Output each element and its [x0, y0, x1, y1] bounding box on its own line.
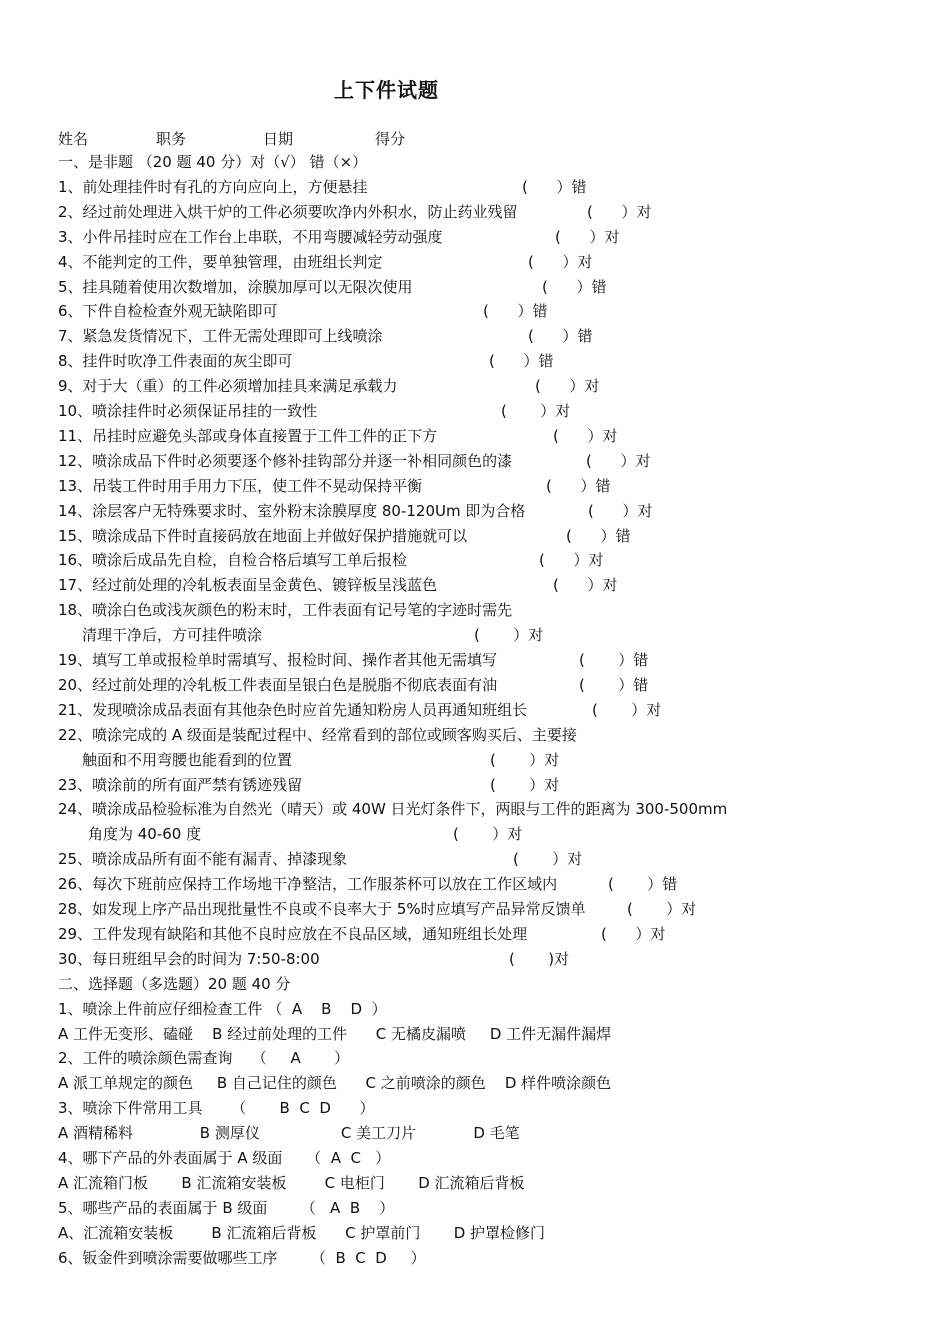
- answer-mark: ( ）对: [490, 750, 560, 769]
- answer-mark: ( ）对: [553, 576, 618, 595]
- question-item: 10、喷涂挂件时必须保证吊挂的一致性: [58, 402, 318, 420]
- answer-mark: ( ）错: [542, 277, 607, 296]
- choice-options: A 工件无变形、磕碰 B 经过前处理的工件 C 无橘皮漏喷 D 工件无漏件漏焊: [58, 1024, 612, 1043]
- answer-mark: ( ）对: [513, 850, 583, 869]
- choice-options: A 派工单规定的颜色 B 自己记住的颜色 C 之前喷涂的颜色 D 样件喷涂颜色: [58, 1074, 612, 1093]
- answer-mark: ( ）错: [579, 651, 649, 669]
- page-title: 上下件试题: [334, 78, 439, 102]
- answer-mark: ( ）错: [579, 675, 649, 694]
- answer-mark: ( )对: [509, 949, 570, 968]
- question-continuation: 触面和不用弯腰也能看到的位置: [82, 750, 293, 769]
- answer-mark: ( ）错: [522, 177, 587, 196]
- question-item: 6、下件自检检查外观无缺陷即可: [58, 302, 278, 321]
- question-item: 3、小件吊挂时应在工作台上串联，不用弯腰减轻劳动强度: [58, 227, 443, 246]
- question-item: 26、每次下班前应保持工作场地干净整洁，工作服茶杯可以放在工作区域内: [58, 875, 558, 894]
- position-label: 职务: [156, 130, 187, 148]
- question-item: 20、经过前处理的冷轧板工件表面呈银白色是脱脂不彻底表面有油: [58, 675, 498, 694]
- question-item: 11、吊挂时应避免头部或身体直接置于工件工件的正下方: [58, 426, 438, 445]
- answer-mark: ( ）错: [608, 875, 678, 894]
- question-item: 30、每日班组早会的时间为 7:50-8:00: [58, 949, 320, 968]
- date-label: 日期: [263, 130, 294, 148]
- answer-mark: ( ）对: [553, 426, 618, 445]
- answer-mark: ( ）错: [546, 476, 611, 495]
- answer-mark: ( ）对: [592, 700, 662, 719]
- question-item: 14、涂层客户无特殊要求时、室外粉末涂膜厚度 80-120Um 即为合格: [58, 501, 526, 520]
- answer-mark: ( ）错: [489, 352, 554, 371]
- answer-mark: ( ）错: [566, 526, 631, 545]
- choice-options: A 汇流箱门板 B 汇流箱安装板 C 电柜门 D 汇流箱后背板: [58, 1173, 525, 1192]
- answer-mark: ( ）对: [587, 202, 652, 221]
- question-item: 22、喷涂完成的 A 级面是装配过程中、经常看到的部位或顾客购买后、主要接: [58, 725, 577, 744]
- question-item: 16、喷涂后成品先自检，自检合格后填写工单后报检: [58, 551, 408, 570]
- answer-mark: ( ）对: [501, 402, 571, 420]
- answer-mark: ( ）对: [627, 900, 697, 918]
- choice-options: A 酒精稀料 B 测厚仪 C 美工刀片 D 毛笔: [58, 1124, 520, 1143]
- answer-mark: ( ）对: [453, 825, 523, 844]
- question-item: 12、喷涂成品下件时必须要逐个修补挂钩部分并逐一补相同颜色的漆: [58, 451, 513, 470]
- question-item: 28、如发现上序产品出现批量性不良或不良率大于 5%时应填写产品异常反馈单: [58, 900, 586, 918]
- question-continuation: 清理干净后，方可挂件喷涂: [82, 626, 263, 645]
- question-item: 23、喷涂前的所有面严禁有锈迹残留: [58, 775, 303, 794]
- answer-mark: ( ）错: [528, 327, 593, 346]
- choice-options: A、汇流箱安装板 B 汇流箱后背板 C 护罩前门 D 护罩检修门: [58, 1223, 546, 1242]
- score-label: 得分: [375, 130, 406, 148]
- question-item: 29、工件发现有缺陷和其他不良时应放在不良品区域，通知班组长处理: [58, 924, 528, 943]
- answer-mark: ( ）对: [535, 377, 600, 396]
- question-item: 4、不能判定的工件，要单独管理，由班组长判定: [58, 252, 383, 271]
- question-item: 19、填写工单或报检单时需填写、报检时间、操作者其他无需填写: [58, 651, 498, 669]
- answer-mark: ( ）对: [586, 451, 651, 470]
- answer-mark: ( ）错: [483, 302, 548, 321]
- question-continuation: 角度为 40-60 度: [88, 825, 202, 844]
- choice-question: 3、喷涂下件常用工具 （ B C D ）: [58, 1099, 375, 1118]
- answer-mark: ( ）对: [490, 775, 560, 794]
- question-item: 25、喷涂成品所有面不能有漏青、掉漆现象: [58, 850, 348, 869]
- question-item: 8、挂件时吹净工件表面的灰尘即可: [58, 352, 293, 371]
- answer-mark: ( ）对: [528, 252, 593, 271]
- question-item: 15、喷涂成品下件时直接码放在地面上并做好保护措施就可以: [58, 526, 468, 545]
- question-item: 5、挂具随着使用次数增加，涂膜加厚可以无限次使用: [58, 277, 413, 296]
- choice-question: 4、哪下产品的外表面属于 A 级面 （ A C ）: [58, 1149, 391, 1167]
- choice-question: 1、喷涂上件前应仔细检查工件 （ A B D ）: [58, 999, 387, 1018]
- section-2-heading: 二、选择题（多选题）20 题 40 分: [58, 974, 291, 993]
- choice-question: 2、工件的喷涂颜色需查询 （ A ）: [58, 1049, 350, 1068]
- answer-mark: ( ）对: [601, 924, 666, 943]
- name-label: 姓名: [58, 130, 89, 148]
- choice-question: 6、钣金件到喷涂需要做哪些工序 （ B C D ）: [58, 1248, 426, 1267]
- answer-mark: ( ）对: [555, 227, 620, 246]
- question-item: 17、经过前处理的冷轧板表面呈金黄色、镀锌板呈浅蓝色: [58, 576, 438, 595]
- question-item: 24、喷涂成品检验标准为自然光（晴天）或 40W 日光灯条件下，两眼与工件的距离为 300-500mm: [58, 800, 728, 819]
- section-1-heading: 一、是非题 （20 题 40 分）对（√） 错（×）: [58, 153, 368, 171]
- answer-mark: ( ）对: [588, 501, 653, 520]
- question-item: 21、发现喷涂成品表面有其他杂色时应首先通知粉房人员再通知班组长: [58, 700, 528, 719]
- question-item: 7、紧急发货情况下，工件无需处理即可上线喷涂: [58, 327, 383, 346]
- answer-mark: ( ）对: [474, 626, 544, 645]
- question-item: 1、前处理挂件时有孔的方向应向上，方便悬挂: [58, 177, 368, 196]
- answer-mark: ( ）对: [539, 551, 604, 570]
- question-item: 18、喷涂白色或浅灰颜色的粉末时，工件表面有记号笔的字迹时需先: [58, 601, 513, 620]
- question-item: 2、经过前处理进入烘干炉的工件必须要吹净内外积水，防止药业残留: [58, 202, 518, 221]
- choice-question: 5、哪些产品的表面属于 B 级面 （ A B ）: [58, 1198, 395, 1217]
- question-item: 9、对于大（重）的工件必须增加挂具来满足承载力: [58, 377, 398, 396]
- question-item: 13、吊装工件时用手用力下压，使工件不晃动保持平衡: [58, 476, 423, 495]
